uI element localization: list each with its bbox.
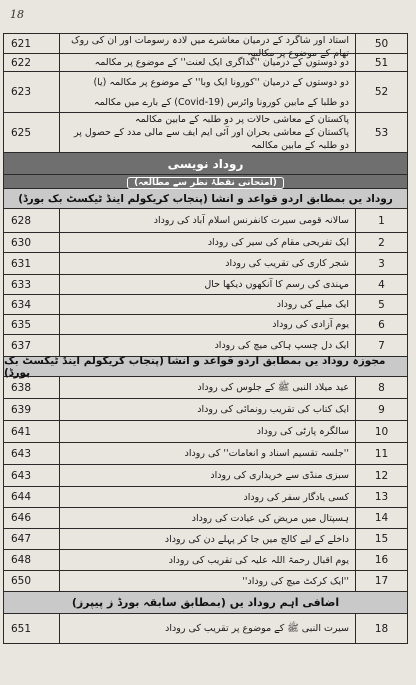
entry-number: 51 — [356, 54, 408, 71]
table-row — [4, 465, 408, 487]
page-number: 18 — [10, 8, 24, 21]
entry-number: 9 — [356, 399, 408, 420]
entry-title-line: ایک کتاب کی تقریب رونمائی کی روداد — [197, 404, 349, 415]
table-row — [4, 421, 408, 443]
entry-title-line: ایک دل چسپ ہاکی میچ کی روداد — [214, 340, 349, 351]
entry-title — [60, 253, 356, 274]
page-ref: 622 — [4, 54, 60, 71]
rows-group-end — [4, 614, 408, 644]
entry-number: 12 — [356, 465, 408, 486]
entry-title — [60, 421, 356, 442]
entry-title-line: سالگرہ پارٹی کی روداد — [256, 426, 349, 437]
page-ref: 631 — [4, 253, 60, 274]
entry-number: 18 — [356, 614, 408, 643]
section-subheader — [4, 175, 408, 189]
entry-title — [60, 614, 356, 643]
table-row — [4, 399, 408, 421]
entry-title — [60, 335, 356, 356]
section-title: روداد یں بمطابق اردو قواعد و انشا (پنجاب کریکولم اینڈ ٹیکسٹ بک بورڈ) — [18, 192, 393, 205]
entry-title-line: پاکستان کے معاشی بحران اور آئی ایم ایف سے مالی مدد کے حصول پر دو طلبہ کے مابین مکالمہ — [74, 127, 349, 151]
page-ref: 623 — [4, 72, 60, 112]
page-ref: 638 — [4, 377, 60, 398]
table-row — [4, 209, 408, 233]
table-row — [4, 614, 408, 644]
page-ref: 630 — [4, 233, 60, 252]
entry-title — [60, 72, 356, 112]
entry-title — [60, 399, 356, 420]
entry-title-line: ''ایک کرکٹ میچ کی روداد'' — [242, 575, 349, 587]
table-row — [4, 295, 408, 315]
entry-title — [60, 443, 356, 464]
section-header-punjab — [4, 189, 408, 209]
page-ref: 647 — [4, 529, 60, 549]
entry-number: 7 — [356, 335, 408, 356]
entry-title — [60, 233, 356, 252]
table-row — [4, 443, 408, 465]
entry-number: 4 — [356, 275, 408, 294]
entry-number: 6 — [356, 315, 408, 334]
entry-title-line: سبزی منڈی سے خریداری کی روداد — [210, 470, 349, 481]
entry-title — [60, 465, 356, 486]
table-row — [4, 508, 408, 529]
page-ref: 648 — [4, 550, 60, 570]
entry-title-line: ہسپتال میں مریض کی عیادت کی روداد — [191, 512, 349, 524]
table-row — [4, 275, 408, 295]
table-row — [4, 529, 408, 550]
entry-title-line: دو طلبا کے مابین کورونا وائرس (Covid-19) کے بارے میں مکالمہ — [94, 96, 349, 108]
page-ref: 625 — [4, 113, 60, 152]
entry-number: 11 — [356, 443, 408, 464]
entry-title — [60, 34, 356, 59]
entry-title-line: یوم آزادی کی روداد — [272, 319, 349, 330]
page-ref: 650 — [4, 571, 60, 591]
page-ref: 621 — [4, 34, 60, 53]
entry-title — [60, 487, 356, 507]
entry-title — [60, 275, 356, 294]
section-header-additional — [4, 592, 408, 614]
page-ref: 635 — [4, 315, 60, 334]
page-ref: 633 — [4, 275, 60, 294]
entry-number: 17 — [356, 571, 408, 591]
table-row — [4, 34, 408, 59]
table-row — [4, 377, 408, 399]
table-row — [4, 571, 408, 592]
entry-title — [60, 529, 356, 549]
page-ref: 639 — [4, 399, 60, 420]
entry-title-line: مہندی کی رسم کا آنکھوں دیکھا حال — [204, 279, 349, 290]
section-header-roodad — [4, 153, 408, 175]
entry-number: 52 — [356, 72, 408, 112]
entry-number: 53 — [356, 113, 408, 152]
table-row — [4, 487, 408, 508]
entry-number: 2 — [356, 233, 408, 252]
entry-title — [60, 550, 356, 570]
section-subtitle: (امتحانی نقطۂ نظر سے مطالعہ) — [127, 177, 284, 189]
entry-number: 14 — [356, 508, 408, 528]
entry-title — [60, 295, 356, 314]
page-ref: 637 — [4, 335, 60, 356]
page-ref: 651 — [4, 614, 60, 643]
entry-title-line: یوم اقبال رحمۃ اللہ علیہ کی تقریب کی روداد — [168, 554, 349, 566]
entry-title-line: ''جلسہ تقسیم اسناد و انعامات'' کی روداد — [184, 448, 349, 459]
contents-table — [3, 33, 408, 644]
table-row — [4, 54, 408, 72]
entry-number: 1 — [356, 209, 408, 232]
entry-title-line: شجر کاری کی تقریب کی روداد — [225, 258, 349, 269]
entry-number: 16 — [356, 550, 408, 570]
entry-number: 3 — [356, 253, 408, 274]
table-row — [4, 72, 408, 113]
page-ref: 643 — [4, 465, 60, 486]
entry-number: 50 — [356, 34, 408, 53]
entry-title — [60, 315, 356, 334]
section-title: مجوزہ روداد یں بمطابق اردو قواعد و انشا (پنجاب کریکولم اینڈ ٹیکسٹ بک بورڈ) — [4, 354, 386, 379]
entry-title — [60, 54, 356, 71]
section-title: روداد نویسی — [167, 156, 244, 171]
rows-group-low — [4, 377, 408, 592]
page-ref: 634 — [4, 295, 60, 314]
entry-title-line: استاد اور شاگرد کے درمیان معاشرے میں لادہ رسومات اور ان کی روک تھام کے موضوع پر مکالمہ — [71, 35, 349, 59]
entry-title-line: دو دوستوں کے درمیان ''کورونا ایک وبا'' کے موضوع پر مکالمہ (یا) — [93, 76, 349, 88]
entry-number: 13 — [356, 487, 408, 507]
rows-group-mid — [4, 209, 408, 357]
section-title: اضافی اہم روداد یں (بمطابق سابقہ بورڈ ز پیپرز) — [71, 596, 340, 609]
entry-number: 5 — [356, 295, 408, 314]
page-ref: 644 — [4, 487, 60, 507]
page-ref: 646 — [4, 508, 60, 528]
entry-number: 15 — [356, 529, 408, 549]
entry-title — [60, 209, 356, 232]
table-row — [4, 253, 408, 275]
table-row — [4, 233, 408, 253]
page-ref: 628 — [4, 209, 60, 232]
section-header-proposed — [4, 354, 408, 379]
page-ref: 643 — [4, 443, 60, 464]
table-row — [4, 315, 408, 335]
entry-title — [60, 508, 356, 528]
rows-group-top — [4, 34, 408, 153]
entry-title-line: پاکستان کے معاشی حالات پر دو طلبہ کے مابین مکالمہ — [135, 114, 349, 125]
entry-number: 10 — [356, 421, 408, 442]
entry-title — [60, 113, 356, 152]
page-ref: 641 — [4, 421, 60, 442]
table-row — [4, 113, 408, 153]
entry-title — [60, 571, 356, 591]
entry-number: 8 — [356, 377, 408, 398]
entry-title-line: دو دوستوں کے درمیان ''گداگری ایک لعنت'' کے موضوع پر مکالمہ — [94, 57, 349, 68]
entry-title-line: ایک تفریحی مقام کی سیر کی روداد — [207, 237, 349, 248]
table-row — [4, 550, 408, 571]
entry-title-line: سیرت النبی ﷺ کے موضوع پر تقریب کی روداد — [165, 623, 349, 634]
entry-title-line: سالانہ قومی سیرت کانفرنس اسلام آباد کی روداد — [153, 215, 349, 226]
entry-title-line: داخلے کے لیے کالج میں جا کر پہلے دن کی روداد — [164, 533, 349, 545]
entry-title-line: عید میلاد النبی ﷺ کے جلوس کی روداد — [197, 382, 349, 393]
entry-title — [60, 377, 356, 398]
entry-title-line: کسی یادگار سفر کی روداد — [243, 491, 349, 503]
entry-title-line: ایک میلے کی روداد — [276, 299, 349, 310]
